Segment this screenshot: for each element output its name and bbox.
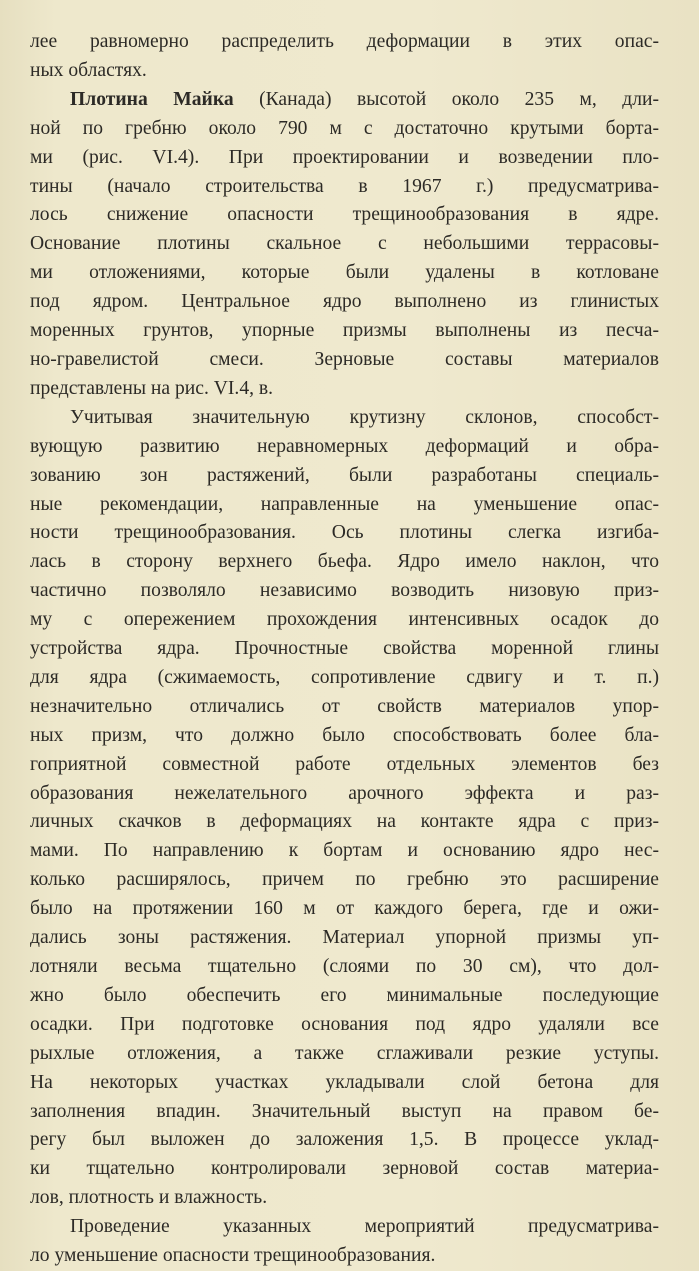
paragraph-conclusion <box>30 1213 659 1271</box>
text-line: личных скачков в деформациях на контакте ядра с приз- <box>30 811 659 833</box>
text-line: гоприятной совместной работе отдельных элементов без <box>30 753 659 775</box>
text-line: рыхлые отложения, а также сглаживали резкие уступы. <box>30 1042 659 1064</box>
text-line: зованию зон растяжений, были разработаны специаль- <box>30 464 659 486</box>
text-line: Проведение указанных мероприятий предусматрива- <box>70 1216 659 1238</box>
text-line: жно было обеспечить его минимальные последующие <box>30 984 659 1006</box>
text-line: лов, плотность и влажность. <box>30 1187 268 1209</box>
text-line: лась в сторону верхнего бьефа. Ядро имело наклон, что <box>30 551 659 573</box>
text-line: устройства ядра. Прочностные свойства моренной глины <box>30 638 659 660</box>
text-line: лотняли весьма тщательно (слоями по 30 см), что дол- <box>30 956 659 977</box>
text-line: ные рекомендации, направленные на уменьшение опас- <box>30 493 659 515</box>
text-line: ных областях. <box>30 59 147 81</box>
text-line: мами. По направлению к бортам и основанию ядро нес- <box>30 840 659 862</box>
text-line: ми (рис. VI.4). При проектировании и возведении пло- <box>30 146 659 168</box>
text-line: На некоторых участках укладывали слой бетона для <box>30 1071 659 1093</box>
paragraph-continuation <box>30 28 659 86</box>
text-line: частично позволяло независимо возводить низовую приз- <box>30 580 659 602</box>
text-line: под ядром. Центральное ядро выполнено из глинистых <box>30 291 659 313</box>
text-line: но-гравелистой смеси. Зерновые составы материалов <box>30 348 659 370</box>
text-line: дались зоны растяжения. Материал упорной призмы уп- <box>30 927 659 949</box>
text-line: вующую развитию неравномерных деформаций и обра- <box>30 435 659 457</box>
text-line: осадки. При подготовке основания под ядро удаляли все <box>30 1013 659 1035</box>
text-line-rest: (Канада) высотой около 235 м, дли- <box>233 88 659 110</box>
text-line: Учитывая значительную крутизну склонов, способст- <box>70 406 659 428</box>
text-line: незначительно отличались от свойств материалов упор- <box>30 695 659 717</box>
text-line: для ядра (сжимаемость, сопротивление сдвигу и т. п.) <box>30 666 659 688</box>
text-line: ки тщательно контролировали зерновой состав материа- <box>30 1158 659 1180</box>
paragraph-recommendations <box>30 404 659 1213</box>
text-line: ной по гребню около 790 м с достаточно крутыми борта- <box>30 117 659 139</box>
text-line: тины (начало строительства в 1967 г.) предусматрива- <box>30 175 659 197</box>
text-line: ных призм, что должно было способствовать более бла- <box>30 724 659 746</box>
text-line: му с опережением прохождения интенсивных осадок до <box>30 609 659 631</box>
text-line: Основание плотины скальное с небольшими террасовы- <box>30 233 659 255</box>
text-line <box>30 86 659 115</box>
paragraph-mica-dam <box>30 86 659 404</box>
text-line: ло уменьшение опасности трещинообразования. <box>30 1245 436 1267</box>
dam-name: Плотина Майка <box>70 88 234 110</box>
text-line: представлены на рис. VI.4, в. <box>30 377 274 399</box>
text-line: ми отложениями, которые были удалены в котловане <box>30 262 659 284</box>
text-line: заполнения впадин. Значительный выступ на правом бе- <box>30 1100 659 1122</box>
text-line: было на протяжении 160 м от каждого берега, где и ожи- <box>30 898 659 920</box>
text-line: регу был выложен до заложения 1,5. В процессе уклад- <box>30 1129 659 1151</box>
text-line: ности трещинообразования. Ось плотины слегка изгиба- <box>30 522 659 544</box>
text-line: образования нежелательного арочного эффекта и раз- <box>30 782 659 804</box>
text-line: лось снижение опасности трещинообразования в ядре. <box>30 204 659 226</box>
text-line: моренных грунтов, упорные призмы выполнены из песча- <box>30 320 659 342</box>
text-line: колько расширялось, причем по гребню это расширение <box>30 869 659 891</box>
text-line: лее равномерно распределить деформации в этих опас- <box>30 31 659 52</box>
